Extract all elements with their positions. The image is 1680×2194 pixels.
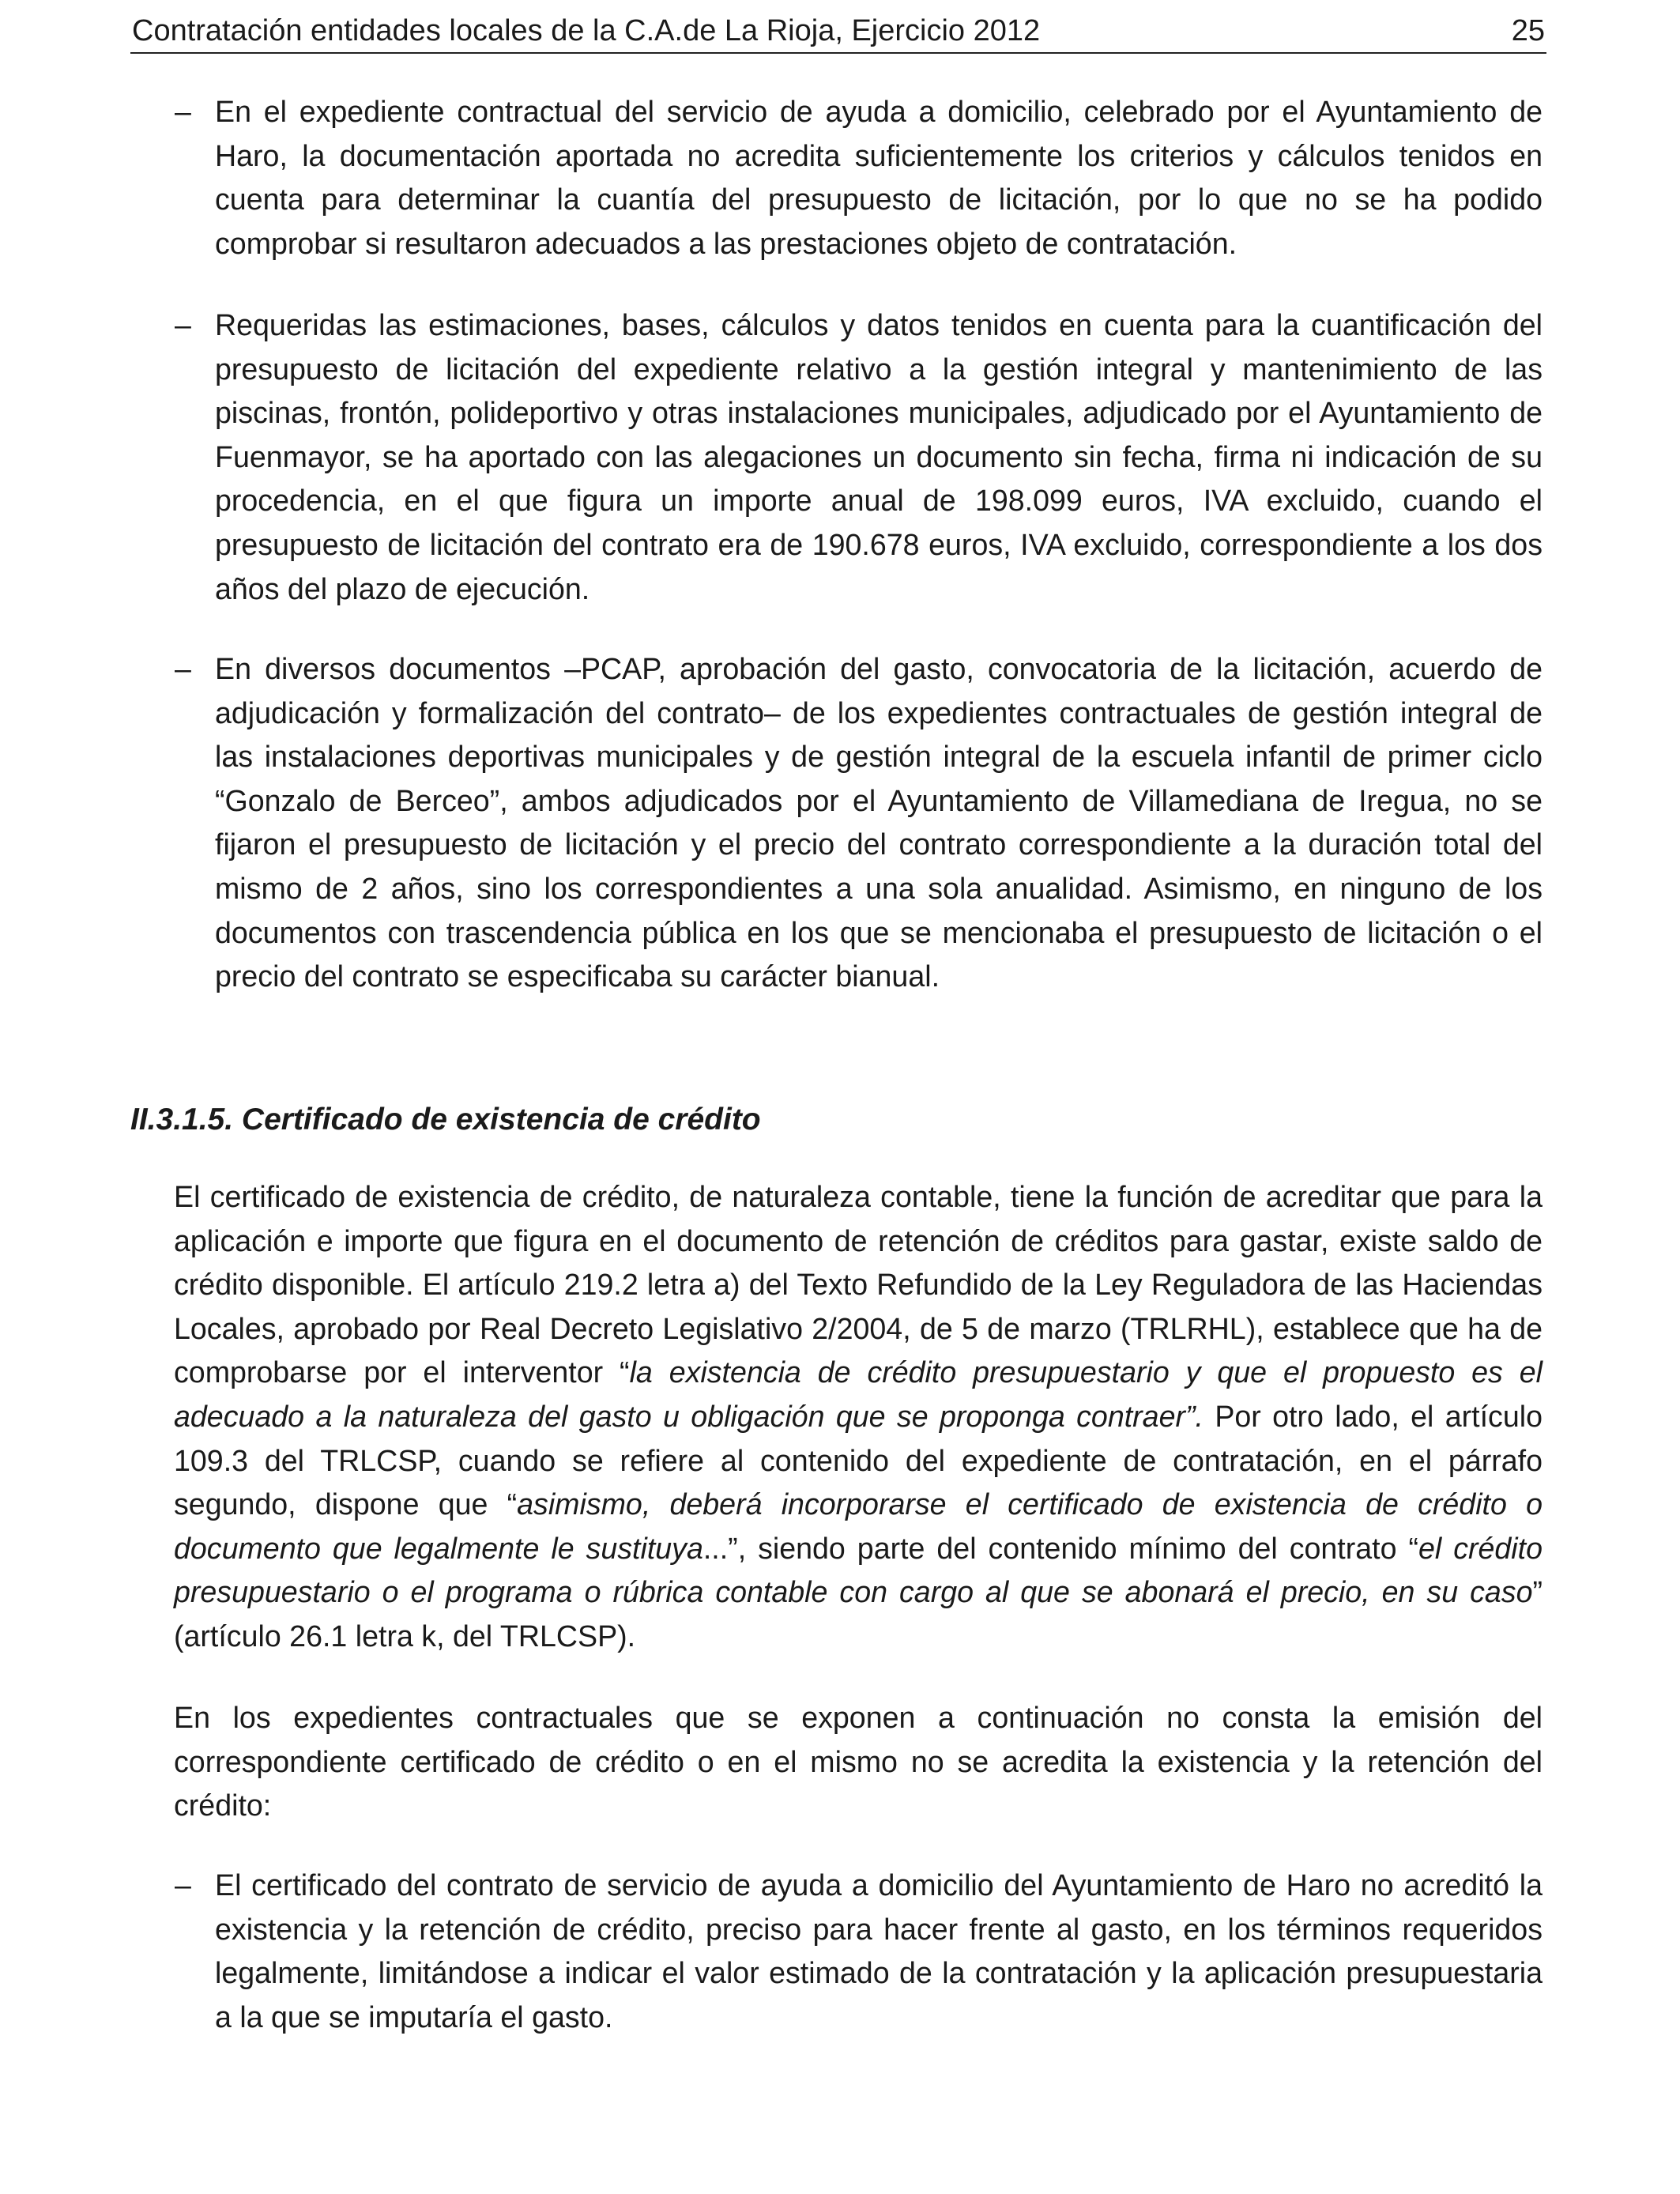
bullet-dash: – — [175, 652, 191, 685]
bullet-text: Requeridas las estimaciones, bases, cálculos y datos tenidos en cuenta para la cuantificación del presupuesto de licitación del expediente relativo a la gestión integral y mantenimiento de las piscinas, frontón, polideportivo y otras instalaciones municipales, adjudicado por el Ayuntamiento de Fuenmayor, se ha aportado con las alegaciones un documento sin fecha, firma ni indicación de su procedencia, en el que figura un importe anual de 198.099 euros, IVA excluido, cuando el presupuesto de licitación del contrato era de 190.678 euros, IVA excluido, correspondiente a los dos años del plazo de ejecución. — [215, 308, 1543, 605]
bullet-text: En el expediente contractual del servicio de ayuda a domicilio, celebrado por el Ayuntamiento de Haro, la documentación aportada no acredita suficientemente los criterios y cálculos tenidos en cuenta para determinar la cuantía del presupuesto de licitación, por lo que no se ha podido comprobar si resultaron adecuados a las prestaciones objeto de contratación. — [215, 95, 1543, 260]
paragraph-text: ” (artículo 26.1 letra k, del TRLCSP). — [174, 1575, 1543, 1653]
quote-text: asimismo, deberá incorporarse el certificado de existencia de crédito o documento que legalmente le sustituya — [174, 1487, 1543, 1565]
bullet-dash: – — [175, 308, 191, 341]
bullet-text: En diversos documentos –PCAP, aprobación del gasto, convocatoria de la licitación, acuerdo de adjudicación y formalización del contrato– de los expedientes contractuales de gestión integral de las instalaciones deportivas municipales y de gestión integral de la escuela infantil de primer ciclo “Gonzalo de Berceo”, ambos adjudicados por el Ayuntamiento de Villamediana de Iregua, no se fijaron el presupuesto de licitación y el precio del contrato correspondiente a la duración total del mismo de 2 años, sino los correspondientes a una sola anualidad. Asimismo, en ninguno de los documentos con trascendencia pública en los que se mencionaba el presupuesto de licitación o el precio del contrato se especificaba su carácter bianual. — [215, 652, 1543, 993]
bullet-item — [175, 647, 1543, 999]
intro-paragraph: En los expedientes contractuales que se exponen a continuación no consta la emisión del correspondiente certificado de crédito o en el mismo no se acredita la existencia y la retención del crédito: — [174, 1701, 1543, 1823]
bullet-item — [175, 1864, 1543, 2039]
page-number: 25 — [1511, 14, 1545, 47]
section-paragraph — [174, 1175, 1543, 1659]
bullet-text: El certificado del contrato de servicio de ayuda a domicilio del Ayuntamiento de Haro no acreditó la existencia y la retención de crédito, preciso para hacer frente al gasto, en los términos requeridos legalmente, limitándose a indicar el valor estimado de la contratación y la aplicación presupuestaria a la que se imputaría el gasto. — [215, 1868, 1543, 2034]
quote-text: la existencia de crédito presupuestario y que el propuesto es el adecuado a la naturaleza del gasto u obligación que se proponga contraer”. — [174, 1355, 1543, 1433]
running-header — [130, 11, 1546, 54]
quote-text: el crédito presupuestario o el programa o rúbrica contable con cargo al que se abonará el precio, en su caso — [174, 1531, 1543, 1609]
paragraph-text: ...”, siendo parte del contenido mínimo del contrato “ — [703, 1531, 1418, 1565]
bullet-dash: – — [175, 1868, 191, 1902]
section-heading: II.3.1.5. Certificado de existencia de crédito — [130, 1103, 761, 1137]
paragraph-text: Por otro lado, el artículo 109.3 del TRLCSP, cuando se refiere al contenido del expediente de contratación, en el párrafo segundo, dispone que “ — [174, 1399, 1543, 1521]
bullet-item — [175, 90, 1543, 266]
header-title: Contratación entidades locales de la C.A.de La Rioja, Ejercicio 2012 — [132, 14, 1041, 47]
bullet-item — [175, 303, 1543, 611]
bullet-dash: – — [175, 95, 191, 128]
paragraph-text: El certificado de existencia de crédito, de naturaleza contable, tiene la función de acreditar que para la aplicación e importe que figura en el documento de retención de créditos para gastar, existe saldo de crédito disponible. El artículo 219.2 letra a) del Texto Refundido de la Ley Reguladora de las Haciendas Locales, aprobado por Real Decreto Legislativo 2/2004, de 5 de marzo (TRLRHL), establece que ha de comprobarse por el interventor “ — [174, 1180, 1543, 1389]
